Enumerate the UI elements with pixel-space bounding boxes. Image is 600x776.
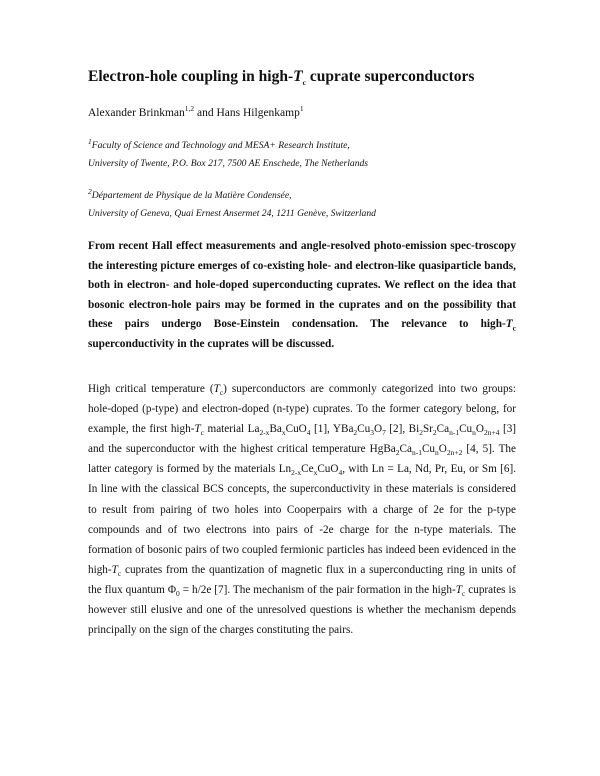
body-text: CuO bbox=[285, 423, 307, 436]
body-tc-sub: c bbox=[200, 428, 205, 438]
body-tc: T bbox=[111, 563, 118, 576]
formula-subscript: 2 bbox=[395, 448, 400, 458]
author-1: Alexander Brinkman bbox=[88, 107, 185, 119]
author-2-affil: 1 bbox=[299, 104, 304, 114]
body-tc: T bbox=[194, 423, 201, 436]
affiliation-1-number: 1 bbox=[88, 136, 92, 146]
body-text: , with Ln = La, Nd, Pr, Eu, or Sm [6]. In line with the classical BCS concepts, the superconductivity in these materials is considered to result from pairing of two holes into Cooperpairs with a charge of 2e for the p-type compounds and of two electrons into pairs of -2e charge for the n-type materials. The formation of bosonic pairs of two coupled fermionic particles has indeed been evidenced in the high- bbox=[88, 463, 516, 576]
formula-subscript: 2 bbox=[432, 428, 437, 438]
formula-subscript: 2 bbox=[419, 428, 423, 438]
formula-subscript: 3 bbox=[370, 428, 374, 438]
body-text: [3] and the superconductor with the highest critical temperature HgBa bbox=[88, 423, 517, 456]
body-text: CuO bbox=[317, 463, 339, 476]
affiliation-2 bbox=[88, 187, 376, 223]
abstract bbox=[88, 237, 516, 355]
body-tc-sub: c bbox=[461, 589, 466, 599]
formula-subscript: n-1 bbox=[449, 428, 460, 438]
body-text: ) superconductors are commonly categorized into two groups: hole-doped (p-type) and electron-doped (n-type) cuprates. To the former category belong, for example, the first high- bbox=[88, 383, 516, 436]
abstract-tc: T bbox=[505, 318, 513, 331]
formula-subscript: 2n+2 bbox=[446, 448, 463, 458]
body-text: O bbox=[373, 423, 383, 436]
formula-subscript: 4 bbox=[338, 468, 343, 478]
formula-subscript: 2n+4 bbox=[484, 428, 500, 438]
body-text: Cu bbox=[459, 423, 473, 436]
body-paragraph bbox=[88, 379, 516, 640]
formula-subscript: x bbox=[313, 468, 318, 478]
body-text: = h/2e [7]. The mechanism of the pair formation in the high- bbox=[179, 583, 456, 596]
title-prefix: Electron-hole coupling in high- bbox=[88, 68, 294, 85]
affiliation-1 bbox=[88, 137, 368, 173]
body-text: Ca bbox=[436, 423, 450, 436]
formula-subscript: 0 bbox=[176, 589, 180, 599]
body-tc: T bbox=[455, 583, 462, 596]
author-1-affil: 1,2 bbox=[184, 104, 195, 114]
formula-subscript: n-1 bbox=[411, 448, 422, 458]
body-text: cuprates from the quantization of magnetic flux in a superconducting ring in units of the flux quantum Φ bbox=[88, 563, 516, 596]
body-text: Cu bbox=[357, 423, 371, 436]
body-text: cuprates is however still elusive and one of the unresolved questions is whether the mechanism depends principally on the sign of the charges constituting the pairs. bbox=[88, 583, 516, 637]
body-text: O bbox=[438, 443, 447, 456]
formula-subscript: x bbox=[281, 428, 286, 438]
body-text: [4, 5]. The latter category is formed by the materials Ln bbox=[88, 443, 516, 476]
formula-subscript: 7 bbox=[382, 428, 386, 438]
body-text: O bbox=[475, 423, 484, 436]
body-tc-sub: c bbox=[219, 388, 224, 398]
abstract-text-2: superconductivity in the cuprates will be discussed. bbox=[88, 337, 335, 350]
body-text: Cu bbox=[421, 443, 436, 456]
affiliation-2-number: 2 bbox=[88, 186, 92, 196]
body-tc-sub: c bbox=[117, 569, 122, 579]
body-tc: T bbox=[213, 383, 220, 395]
formula-subscript: 2 bbox=[353, 428, 358, 438]
title-tc-sub: c bbox=[302, 78, 306, 88]
title-tc: T bbox=[293, 68, 303, 85]
body-text: Ba bbox=[269, 423, 282, 436]
author-2: and Hans Hilgenkamp bbox=[194, 107, 300, 119]
affiliation-2-line-1: Département de Physique de la Matière Condensée, bbox=[91, 190, 292, 201]
abstract-text-1: From recent Hall effect measurements and angle-resolved photo-emission spec-troscopy the interesting picture emerges of co-existing hole- and electron-like quasiparticle bands, both in electron- and hole-doped superconducting cuprates. We reflect on the idea that bosonic electron-hole pairs may be formed in the cuprates and on the possibility that these pairs undergo Bose-Einstein condensation. The relevance to high- bbox=[88, 240, 516, 331]
formula-subscript: 4 bbox=[306, 428, 311, 438]
title-suffix: cuprate superconductors bbox=[305, 68, 475, 85]
body-text: Ce bbox=[301, 463, 314, 476]
formula-subscript: n bbox=[472, 428, 476, 438]
body-text: [2], Bi bbox=[385, 423, 420, 436]
body-text: [1], YBa bbox=[310, 423, 354, 436]
paper-title bbox=[88, 68, 548, 86]
body-text: High critical temperature ( bbox=[88, 383, 214, 395]
affiliation-1-line-1: Faculty of Science and Technology and MESA+ Research Institute, bbox=[91, 140, 350, 151]
formula-subscript: 2-x bbox=[291, 468, 302, 478]
affiliation-1-line-2: University of Twente, P.O. Box 217, 7500 AE Enschede, The Netherlands bbox=[88, 158, 369, 169]
formula-subscript: 2-x bbox=[259, 428, 270, 438]
author-line bbox=[88, 104, 304, 119]
body-text: Sr bbox=[422, 423, 433, 436]
abstract-tc-sub: c bbox=[512, 323, 516, 333]
body-text: Ca bbox=[399, 443, 412, 456]
affiliation-2-line-2: University of Geneva, Quai Ernest Ansermet 24, 1211 Genève, Switzerland bbox=[88, 208, 376, 219]
formula-subscript: n bbox=[435, 448, 439, 458]
body-text: material La bbox=[204, 423, 260, 436]
